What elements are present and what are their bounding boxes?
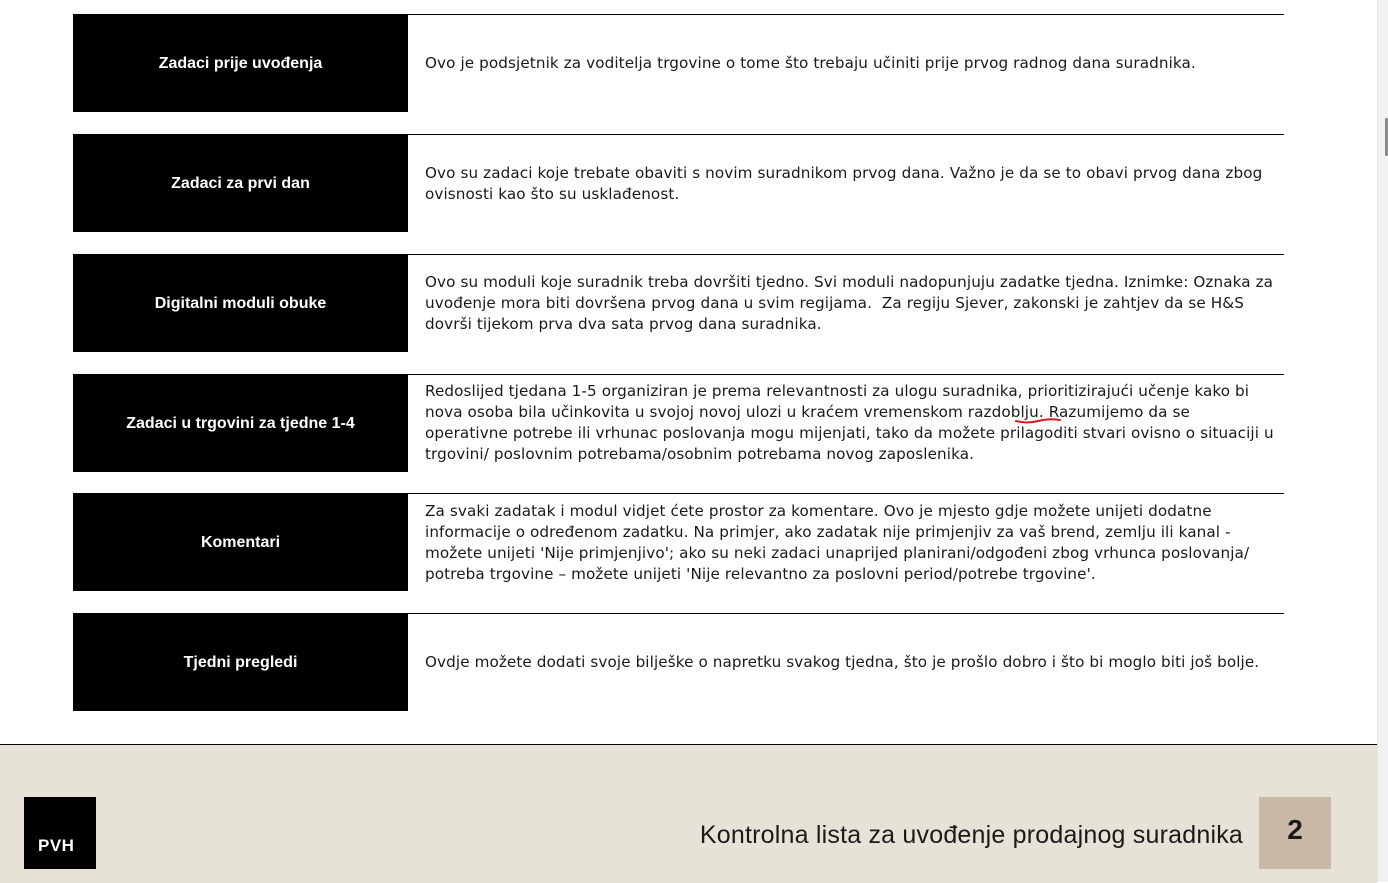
row-description: Redoslijed tjedana 1-5 organiziran je prema relevantnosti za ulogu suradnika, prioritizirajući učenje kako bi nova osoba bila učinkovita u svojoj novoj ulozi u kraćem vremenskom razdoblju. Razumijemo da se operativne potrebe ili vrhunac poslovanja mogu mijenjati, tako da možete prilagoditi stvari ovisno o situaciji u trgovini/ poslovnim potrebama/osobnim potrebama novog zaposlenika. xyxy=(425,382,1274,463)
vertical-scrollbar[interactable] xyxy=(1377,0,1388,882)
row-description: Ovdje možete dodati svoje bilješke o napretku svakog tjedna, što je prošlo dobro i što bi moglo biti još bolje. xyxy=(425,653,1260,671)
table-row xyxy=(73,493,1284,592)
row-description: Ovo su moduli koje suradnik treba dovršiti tjedno. Svi moduli nadopunjuju zadatke tjedna. Iznimke: Oznaka za uvođenje mora biti dovršena prvog dana u svim regijama. Za regiju Sjever, zakonski je zahtjev da se H&S dovrši tijekom prva dva sata prvog dana suradnika. xyxy=(425,273,1274,333)
page-footer xyxy=(0,744,1377,883)
row-label: Zadaci za prvi dan xyxy=(73,135,408,232)
pvh-logo xyxy=(24,797,96,869)
row-label: Komentari xyxy=(73,494,408,591)
spellcheck-underline xyxy=(1015,416,1061,424)
document-title: Kontrolna lista za uvođenje prodajnog suradnika xyxy=(699,821,1243,849)
table-row xyxy=(73,374,1284,473)
table-row xyxy=(73,14,1284,113)
row-description: Za svaki zadatak i modul vidjet ćete prostor za komentare. Ovo je mjesto gdje možete unijeti dodatne informacije o određenom zadatku. Na primjer, ako zadatak nije primjenjiv za vaš brend, zemlju ili kanal - možete unijeti 'Nije primjenjivo'; ako su neki zadaci unaprijed planirani/odgođeni zbog vrhunca poslovanja/ potreba trgovine – možete unijeti 'Nije relevantno za poslovni period/potrebe trgovine'. xyxy=(425,502,1250,583)
row-label: Tjedni pregledi xyxy=(73,614,408,711)
table-row xyxy=(73,254,1284,353)
row-description: Ovo su zadaci koje trebate obaviti s novim suradnikom prvog dana. Važno je da se to obavi prvog dana zbog ovisnosti kao što su usklađenost. xyxy=(425,163,1263,203)
page-number-badge xyxy=(1259,797,1331,869)
row-label: Zadaci prije uvođenja xyxy=(73,15,408,112)
page-number: 2 xyxy=(1287,814,1303,845)
table-row xyxy=(73,134,1284,233)
logo-text: PVH xyxy=(38,836,75,855)
table-row xyxy=(73,613,1284,712)
row-label: Digitalni moduli obuke xyxy=(73,255,408,352)
row-description: Ovo je podsjetnik za voditelja trgovine o tome što trebaju učiniti prije prvog radnog dana suradnika. xyxy=(425,54,1196,72)
row-label: Zadaci u trgovini za tjedne 1-4 xyxy=(73,375,408,472)
